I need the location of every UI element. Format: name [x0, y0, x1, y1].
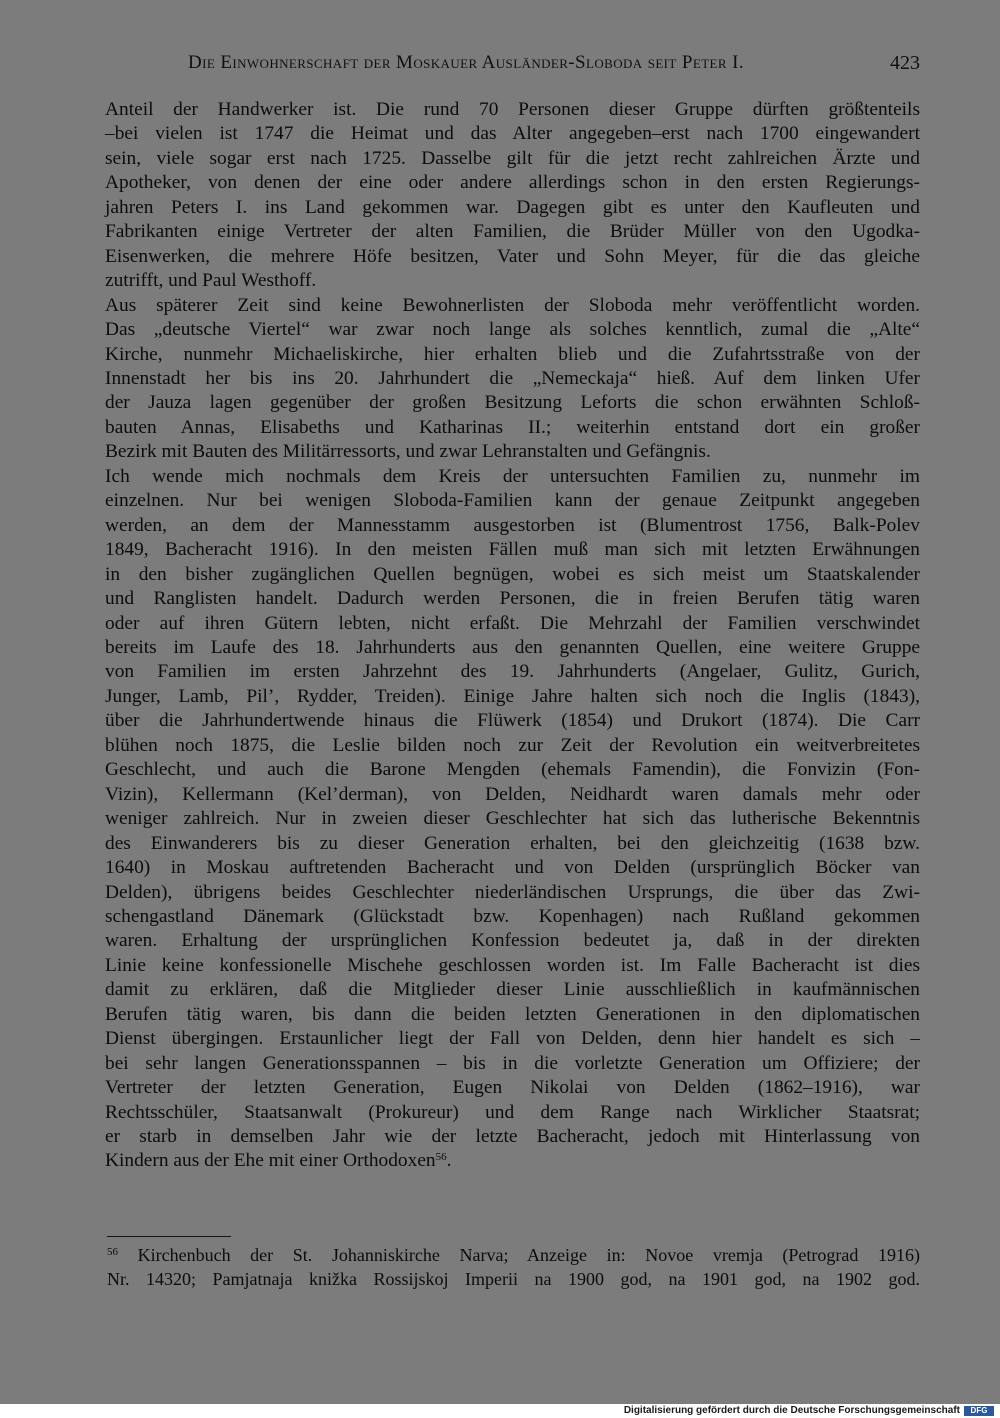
text-line: Vizin), Kellermann (Kel’derman), von Delden, Neidhardt waren damals mehr oder	[105, 783, 920, 805]
footnote-line-2: Nr. 14320; Pamjatnaja knižka Rossijskoj Imperii na 1900 god, na 1901 god, na 1902 god.	[107, 1269, 920, 1289]
footnote-line-1	[107, 1243, 920, 1267]
text-line: –bei vielen ist 1747 die Heimat und das Alter angegeben–erst nach 1700 eingewandert	[105, 123, 920, 145]
text-line: blühen noch 1875, die Leslie bilden noch zur Zeit der Revolution ein weitverbreitetes	[105, 734, 920, 756]
text-line: Apotheker, von denen der eine oder andere allerdings schon in den ersten Regierungs-	[105, 172, 920, 194]
text-line: der Jauza lagen gegenüber der großen Besitzung Leforts die schon erwähnten Schloß-	[105, 392, 920, 414]
text-line: er starb in demselben Jahr wie der letzte Bacheracht, jedoch mit Hinterlassung von	[105, 1126, 920, 1148]
paragraph-3	[105, 465, 920, 1174]
text-line: Junger, Lamb, Pil’, Rydder, Treiden). Einige Jahre halten sich noch die Inglis (1843),	[105, 685, 920, 707]
text-line: Das „deutsche Viertel“ war zwar noch lange als solches kenntlich, zumal die „Alte“	[105, 319, 920, 341]
text-line: weniger zahlreich. Nur in zweien dieser Geschlechter hat sich das lutherische Bekenntnis	[105, 808, 920, 830]
text-line: Innenstadt her bis ins 20. Jahrhundert die „Nemeckaja“ hieß. Auf dem linken Ufer	[105, 367, 920, 389]
paragraph-1	[105, 98, 920, 294]
text-line: 1849, Bacheracht 1916). In den meisten Fällen muß man sich mit letzten Erwähnungen	[105, 539, 920, 561]
text-line: 1640) in Moskau auftretenden Bacheracht und von Delden (ursprünglich Böcker van	[105, 857, 920, 879]
text-line: Kindern aus der Ehe mit einer Orthodoxen$^{56}$.	[105, 1150, 452, 1172]
text-line: Anteil der Handwerker ist. Die rund 70 Personen dieser Gruppe dürften größtenteils	[105, 99, 920, 120]
text-line: zutrifft, und Paul Westhoff.	[105, 270, 317, 292]
text-line: Kirche, nunmehr Michaeliskirche, hier erhalten blieb und die Zufahrtsstraße von der	[105, 343, 920, 365]
text-line: des Einwanderers bis zu dieser Generation erhalten, bei den gleichzeitig (1638 bzw.	[105, 832, 920, 854]
text-line: und Ranglisten handelt. Dadurch werden Personen, die in freien Berufen tätig waren	[105, 588, 920, 610]
running-head	[105, 52, 920, 82]
text-line: Vertreter der letzten Generation, Eugen Nikolai von Delden (1862–1916), war	[105, 1077, 920, 1099]
footnote-text-1: Kirchenbuch der St. Johanniskirche Narva; Anzeige in: Novoe vremja (Petrograd 1916)	[137, 1245, 920, 1265]
dfg-logo-icon: DFG	[964, 1406, 994, 1416]
text-line: bei sehr langen Generationsspannen – bis in die vorletzte Generation um Offiziere; der	[105, 1052, 920, 1074]
text-line: oder auf ihren Gütern lebten, nicht erfaßt. Die Mehrzahl der Familien verschwindet	[105, 612, 920, 634]
text-line: waren. Erhaltung der ursprünglichen Konfession bedeutet ja, daß in der direkten	[105, 930, 920, 952]
text-line: von Familien im ersten Jahrzehnt des 19. Jahrhunderts (Angelaer, Gulitz, Gurich,	[105, 661, 920, 683]
body-text	[105, 98, 920, 1174]
text-line: bauten Annas, Elisabeths und Katharinas II.; weiterhin entstand dort ein großer	[105, 416, 920, 438]
text-line: damit zu erklären, daß die Mitglieder dieser Linie ausschließlich in kaufmännischen	[105, 979, 920, 1001]
running-head-title: Die Einwohnerschaft der Moskauer Ausländer-Sloboda seit Peter I.	[188, 52, 744, 73]
text-line: Bezirk mit Bauten des Militärressorts, und zwar Lehranstalten und Gefängnis.	[105, 441, 711, 463]
paragraph-2	[105, 294, 920, 465]
footnote	[107, 1243, 920, 1291]
text-line: Aus späterer Zeit sind keine Bewohnerlisten der Sloboda mehr veröffentlicht worden.	[105, 294, 920, 316]
text-line: Delden), übrigens beides Geschlechter niederländischen Ursprungs, die über das Zwi-	[105, 881, 920, 903]
page-number: 423	[890, 52, 920, 74]
footnote-reference: 56	[435, 1151, 447, 1164]
digitization-footer	[0, 1404, 1000, 1418]
footnote-divider	[107, 1236, 231, 1237]
text-line: Rechtsschüler, Staatsanwalt (Prokureur) und dem Range nach Wirklicher Staatsrat;	[105, 1101, 920, 1123]
text-line: Fabrikanten einige Vertreter der alten Familien, die Brüder Müller von den Ugodka-	[105, 221, 920, 243]
text-line: Geschlecht, und auch die Barone Mengden (ehemals Famendin), die Fonvizin (Fon-	[105, 759, 920, 781]
text-line: werden, an dem der Mannesstamm ausgestorben ist (Blumentrost 1756, Balk-Polev	[105, 514, 920, 536]
text-line: Eisenwerken, die mehrere Höfe besitzen, Vater und Sohn Meyer, für die das gleiche	[105, 245, 920, 267]
text-line: Linie keine konfessionelle Mischehe geschlossen worden ist. Im Falle Bacheracht ist dies	[105, 954, 920, 976]
text-line: in den bisher zugänglichen Quellen begnügen, wobei es sich meist um Staatskalender	[105, 563, 920, 585]
digitization-credit: Digitalisierung gefördert durch die Deutsche Forschungsgemeinschaft	[623, 1405, 960, 1416]
text-line: sein, viele sogar erst nach 1725. Dasselbe gilt für die jetzt recht zahlreichen Ärzte und	[105, 147, 920, 169]
text-line: schengastland Dänemark (Glückstadt bzw. Kopenhagen) nach Rußland gekommen	[105, 905, 920, 927]
text-line: jahren Peters I. ins Land gekommen war. Dagegen gibt es unter den Kaufleuten und	[105, 196, 920, 218]
footnote-number: 56	[107, 1246, 118, 1258]
text-line: Ich wende mich nochmals dem Kreis der untersuchten Familien zu, nunmehr im	[105, 465, 920, 487]
text-line: einzelnen. Nur bei wenigen Sloboda-Familien kann der genaue Zeitpunkt angegeben	[105, 490, 920, 512]
text-line: über die Jahrhundertwende hinaus die Flüwerk (1854) und Drukort (1874). Die Carr	[105, 710, 920, 732]
text-line: bereits im Laufe des 18. Jahrhunderts aus den genannten Quellen, eine weitere Gruppe	[105, 636, 920, 658]
text-line: Dienst übergingen. Erstaunlicher liegt der Fall von Delden, denn hier handelt es sich –	[105, 1028, 920, 1050]
text-line-content: Kindern aus der Ehe mit einer Orthodoxen	[105, 1150, 436, 1172]
text-line: Berufen tätig waren, bis dann die beiden letzten Generationen in den diplomatischen	[105, 1003, 920, 1025]
